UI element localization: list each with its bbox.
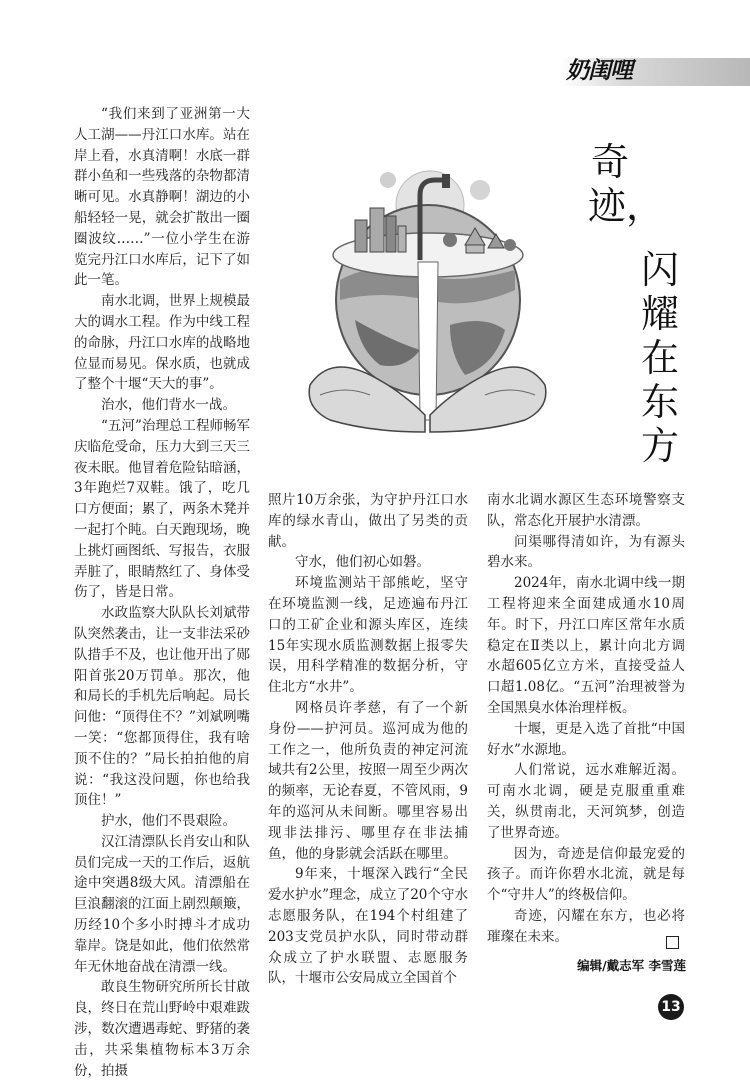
paragraph: 护水，他们不畏艰险。 (101, 813, 236, 830)
page-number: 13 (658, 994, 684, 1020)
paragraph: 照片10万余张，为守护丹江口水库的绿水青山，做出了另类的贡献。 (268, 492, 468, 550)
section-logo: 奶闺哩 (566, 58, 632, 84)
paragraph: 问渠哪得清如许，为有源头碧水来。 (487, 533, 685, 571)
paragraph: 守水，他们初心如磐。 (295, 554, 430, 571)
paragraph: 因为，奇迹是信仰最宠爱的孩子。而许你碧水北流，就是每个“守井人”的终极信仰。 (487, 845, 685, 904)
article-title-line2: 闪耀在东方 (640, 248, 679, 468)
article-column-1 (74, 104, 250, 1081)
paragraph: 汉江清漂队长肖安山和队员们完成一天的工作后，返航途中突遇8级大风。清漂船在巨浪翻滚的江面上剧烈颠簸，历经10个多小时搏斗才成功靠岸。饶是如此，他们依然常年无休地奋战在清漂一线。 (74, 833, 250, 975)
end-mark-square (666, 936, 679, 949)
paragraph: 敢良生物研究所所长甘啟良，终日在荒山野岭中艰难跋涉，数次遭遇毒蛇、野猪的袭击，共采集植物标本3万余份，拍摄 (74, 979, 250, 1079)
paragraph: “我们来到了亚洲第一大人工湖——丹江口水库。站在岸上看，水真清啊！水底一群群小鱼和一些残落的杂物都清晰可见。水真静啊！湖边的小船轻轻一晃，就会扩散出一圈圈波纹……”一位小学生在游览完丹江口水库后，记下了如此一笔。 (74, 106, 250, 289)
paragraph: 奇迹，闪耀在东方，也必将璀璨在未来。 (487, 907, 685, 945)
article-column-3 (487, 490, 685, 948)
paragraph: “五河”治理总工程师畅军庆临危受命，压力大到三天三夜未眠。他冒着危险钻暗涵，3年跑烂7双鞋。饿了，吃几口方便面；累了，两条木凳并一起打个盹。白天跑现场，晚上挑灯画图纸、写报告，衣服弄脏了，眼睛熬红了、身体受伤了，皆是日常。 (74, 417, 250, 601)
article-title-line1: 奇迹， (588, 140, 665, 228)
paragraph: 2024年，南水北调中线一期工程将迎来全面建成通水10周年。时下，丹江口库区常年水质稳定在Ⅱ类以上，累计向北方调水超605亿立方米，直接受益人口超1.08亿。“五河”治理被誉为全国黑臭水体治理样板。 (487, 575, 685, 716)
earth-hands-illustration (300, 150, 555, 435)
paragraph: 治水，他们背水一战。 (101, 397, 236, 414)
paragraph: 十堰，更是入选了首批“中国好水”水源地。 (487, 720, 685, 758)
paragraph: 水政监察大队队长刘斌带队突然袭击，让一支非法采砂队措手不及，也让他开出了郧阳首张20万罚单。那次，他和局长的手机先后响起。局长问他：“顶得住不？”刘斌咧嘴一笑：“您都顶得住，我有啥顶不住的？”局长拍拍他的肩说：“我这没问题，你也给我顶住！” (74, 605, 250, 809)
paragraph: 人们常说，远水难解近渴。可南水北调，硬是克服重重难关，纵贯南北，天河筑梦，创造了世界奇迹。 (487, 762, 685, 841)
paragraph: 网格员许孝慈，有了一个新身份——护河员。巡河成为他的工作之一，他所负责的神定河流域共有2公里，按照一周至少两次的频率，无论春夏，不管风雨，9年的巡河从未间断。哪里容易出现非法排污、哪里存在非法捕鱼，他的身影就会活跃在哪里。 (268, 699, 468, 862)
paragraph: 9年来，十堰深入践行“全民爱水护水”理念，成立了20个守水志愿服务队，在194个村组建了203支党员护水队，同时带动群众成立了护水联盟、志愿服务队，十堰市公安局成立全国首个 (268, 866, 468, 987)
paragraph: 南水北调水源区生态环境警察支队，常态化开展护水清漂。 (487, 492, 685, 529)
paragraph: 环境监测站干部熊屹，坚守在环境监测一线，足迹遍布丹江口的工矿企业和源头库区，连续15年实现水质监测数据上报零失误，用科学精准的数据分析，守住北方“水井”。 (268, 575, 468, 696)
editor-credit: 编辑/戴志军 李雪莲 (577, 958, 686, 973)
paragraph: 南水北调，世界上规模最大的调水工程。作为中线工程的命脉，丹江口水库的战略地位显而易见。保水质，也就成了整个十堰“天大的事”。 (74, 293, 250, 393)
article-column-2 (268, 490, 468, 989)
